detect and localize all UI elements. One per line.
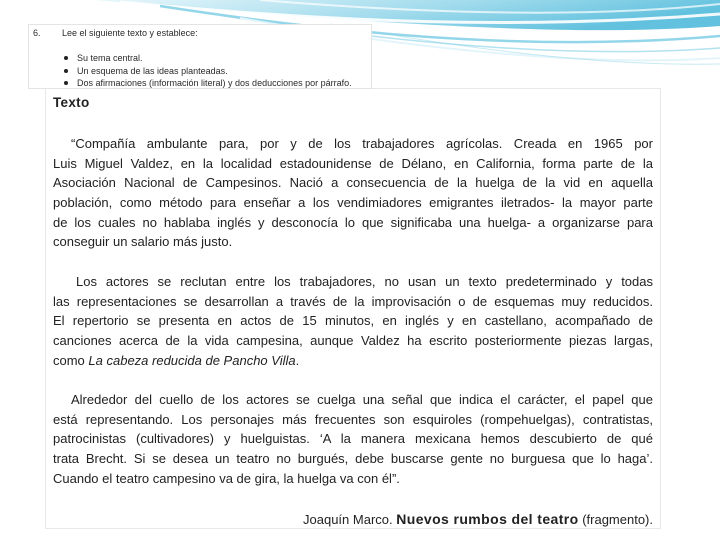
list-item: [62, 65, 352, 78]
exercise-prompt: Lee el siguiente texto y establece:: [62, 28, 198, 38]
text-heading: Texto: [53, 95, 90, 110]
text-line: canciones acerca de la vida campesina, aunque Valdez ha escrito posteriormente piezas largas,: [53, 332, 653, 348]
attribution-note: (fragmento).: [582, 512, 653, 527]
text-line: El repertorio se presenta en actos de 15 minutos, en inglés y en castellano, acompañado de: [53, 313, 653, 329]
list-item-text: Dos afirmaciones (información literal) y dos deducciones por párrafo.: [77, 78, 352, 88]
text-line: Alrededor del cuello de los actores se cuelga una señal que indica el carácter, el papel que: [71, 391, 653, 407]
text-line: Luis Miguel Valdez, en la localidad estadounidense de Délano, en California, forma parte de la: [53, 155, 653, 171]
text-line: patrocinistas (cultivadores) y huelguistas. ‘A la manera mexicana hemos descubierto de qué: [53, 431, 653, 447]
list-item-text: Su tema central.: [77, 53, 143, 63]
paragraph-1: [53, 134, 653, 252]
paragraph-3: [53, 390, 653, 488]
instruction-box: [28, 24, 372, 89]
text-document: [45, 88, 661, 529]
text-line: está representando. Los personajes más frecuentes son esquiroles (rompehuelgas), contratistas,: [53, 411, 653, 427]
text-line-tail: .: [295, 352, 300, 368]
attribution-author: Joaquín Marco.: [303, 512, 393, 527]
text-line: Los actores se reclutan entre los trabajadores, no usan un texto predeterminado y todas: [76, 273, 653, 289]
text-line: [53, 351, 653, 371]
text-line: Cuando el teatro campesino va de gira, la huelga va con él”.: [53, 470, 400, 486]
list-item-text: Un esquema de las ideas planteadas.: [77, 65, 228, 76]
text-line: de los cuales no hablaba inglés y desconocía lo que significaba una huelga- a organizarse para: [53, 214, 653, 230]
text-line: población, como método para enseñar a los vendimiadores emigrantes iletrados- la mayor parte: [53, 195, 653, 211]
list-item: [62, 77, 352, 90]
work-title: La cabeza reducida de Pancho Villa: [88, 352, 296, 368]
bullet-icon: [64, 81, 68, 85]
list-item: [62, 52, 352, 65]
text-line-lead: como: [53, 352, 89, 368]
text-body: [53, 134, 653, 508]
bullet-icon: [64, 56, 68, 60]
text-line: las representaciones se desarrollan a través de la improvisación o de esquemas muy reducidos.: [53, 293, 653, 309]
text-line: conseguir un salario más justo.: [53, 234, 233, 250]
exercise-number: 6.: [33, 28, 41, 38]
attribution-title: Nuevos rumbos del teatro: [396, 511, 579, 527]
attribution: [53, 510, 653, 530]
exercise-list: [62, 52, 352, 90]
wave-streak: [330, 24, 720, 64]
text-line: trata Brecht. Si se desea un teatro no burgués, debe buscarse gente no burguesa que lo haga’.: [53, 451, 653, 466]
bullet-icon: [64, 69, 68, 73]
text-line: Asociación Nacional de Campesinos. Nació a consecuencia de la huelga de la vid en aquella: [53, 175, 653, 191]
text-line: “Compañía ambulante para, por y de los trabajadores agrícolas. Creada en 1965 por: [71, 136, 653, 151]
paragraph-2: [53, 272, 653, 370]
